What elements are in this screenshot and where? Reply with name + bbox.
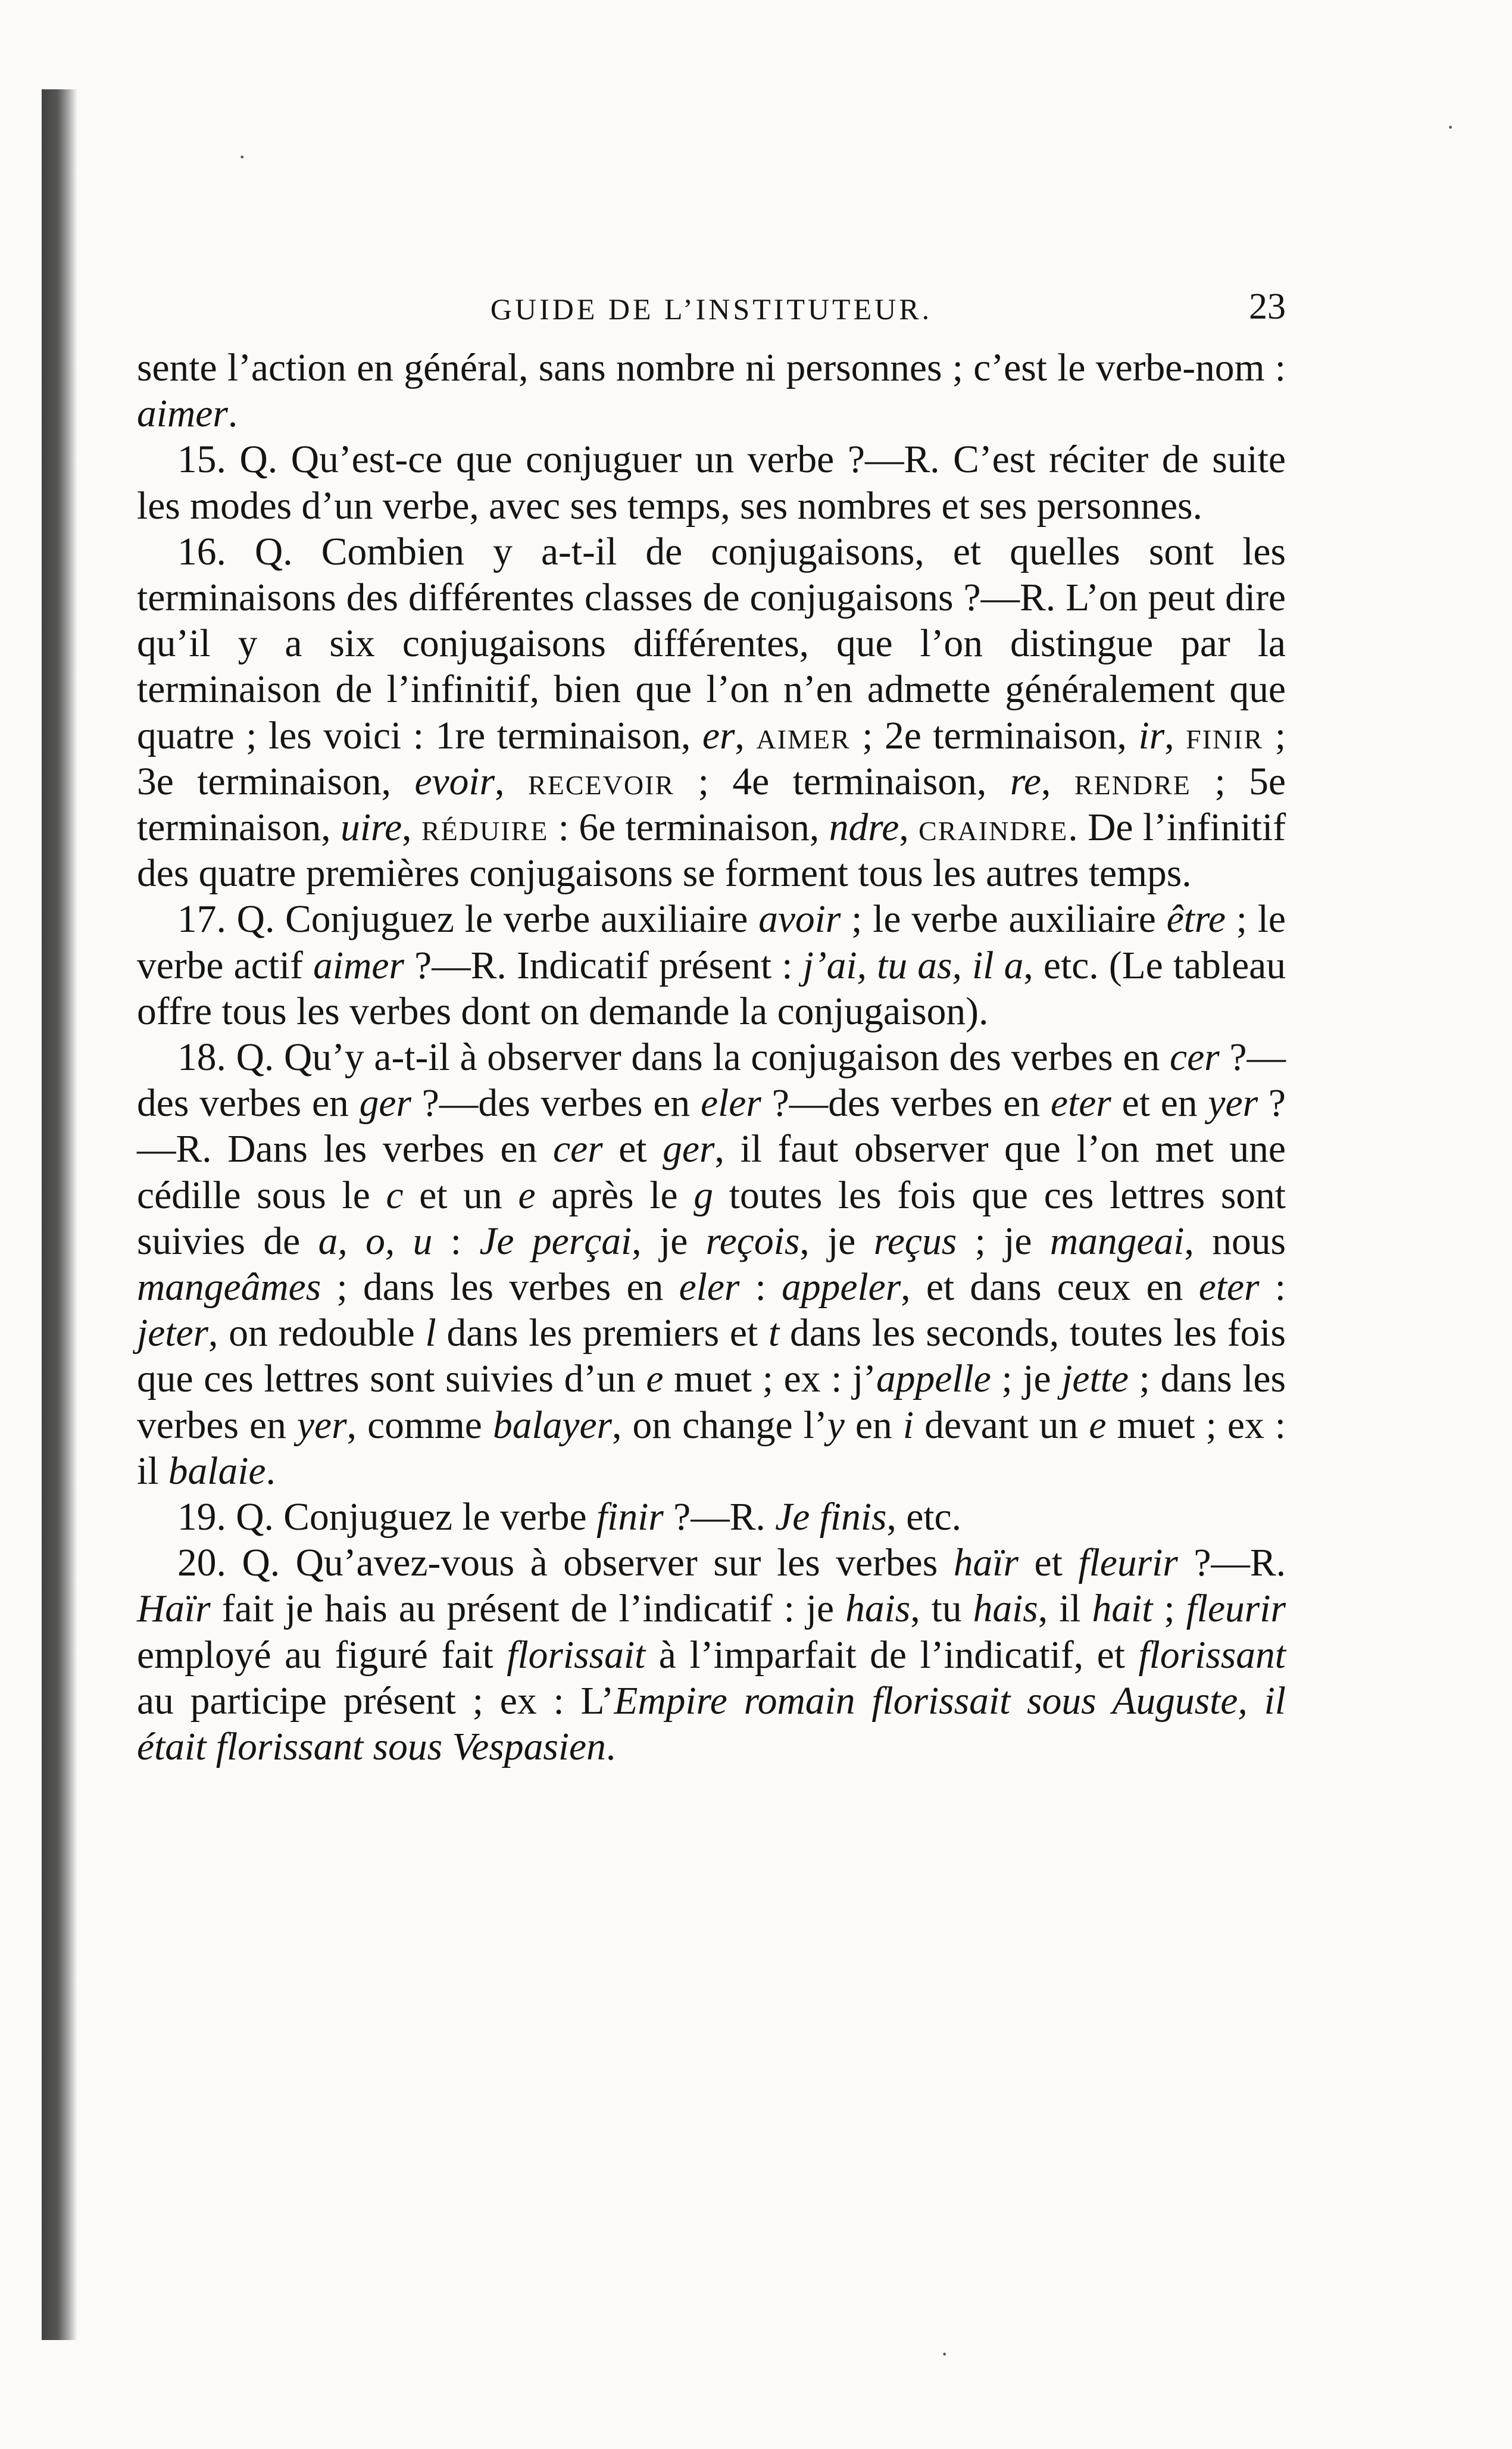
italic-run: i [902, 1403, 914, 1447]
italic-run: jeter [137, 1312, 209, 1355]
scan-speck: · [941, 2341, 949, 2367]
italic-run: er [702, 714, 735, 757]
italic-run: balayer [492, 1403, 613, 1447]
italic-run: cer [1170, 1036, 1220, 1080]
italic-run: eler [679, 1266, 740, 1309]
small-caps-run: réduire [421, 806, 549, 850]
italic-run: ir [1138, 714, 1165, 757]
italic-run: aimer [137, 392, 228, 436]
italic-run: florissant [1138, 1633, 1286, 1677]
italic-run: c [386, 1174, 404, 1217]
italic-run: l [425, 1312, 436, 1355]
paragraph: 20. Q. Qu’avez-vous à observer sur les verbes haïr et fleurir ?—R. Haïr fait je hais au présent de l’indicatif : je hais, tu hais, il hait ; fleurir employé au figuré fait florissait à l’imparfait de l’indicatif, et florissant au participe présent ; ex : L’Empire romain florissait sous Auguste, il était florissant sous Vespasien. [137, 1542, 1286, 1769]
italic-run: finir [596, 1496, 664, 1539]
paragraph: 19. Q. Conjuguez le verbe finir ?—R. Je finis, etc. [177, 1496, 961, 1539]
italic-run: eler [701, 1082, 761, 1125]
italic-run: yer [296, 1403, 347, 1447]
italic-run: g [693, 1174, 714, 1217]
small-caps-run: rendre [1074, 760, 1191, 803]
small-caps-run: aimer [756, 714, 851, 757]
italic-run: a, o, u [318, 1219, 433, 1263]
italic-run: j’ai, tu as, il a [802, 944, 1024, 987]
italic-run: uire [340, 806, 402, 850]
italic-run: mangeai [1049, 1219, 1185, 1263]
italic-run: avoir [758, 898, 841, 941]
italic-run: jette [1061, 1358, 1129, 1401]
paragraph: 15. Q. Qu’est-ce que conjuguer un verbe ?—R. C’est réciter de suite les modes d’un verbe, avec ses temps, ses nombres et ses personnes. [137, 438, 1286, 528]
scan-speck: · [1447, 114, 1455, 141]
italic-run: hais [845, 1587, 911, 1631]
italic-run: yer [1208, 1082, 1258, 1125]
italic-run: Je finis [775, 1496, 887, 1539]
italic-run: reçois [705, 1219, 800, 1263]
italic-run: hait [1092, 1587, 1153, 1631]
italic-run: florissait [507, 1633, 646, 1677]
paragraph: 17. Q. Conjuguez le verbe auxiliaire avoir ; le verbe auxiliaire être ; le verbe actif aimer ?—R. Indicatif présent : j’ai, tu as, il a, etc. (Le tableau offre tous les verbes dont on demande la conjugaison). [137, 898, 1286, 1033]
italic-run: haïr [953, 1542, 1019, 1585]
italic-run: reçus [873, 1219, 957, 1263]
italic-run: e [518, 1174, 536, 1217]
small-caps-run: finir [1186, 714, 1264, 757]
italic-run: appelle [876, 1358, 991, 1401]
italic-run: balaie [168, 1449, 266, 1493]
italic-run: appeler [782, 1266, 901, 1309]
italic-run: fleurir [1186, 1587, 1286, 1631]
italic-run: hais [973, 1587, 1038, 1631]
italic-run: e [646, 1358, 664, 1401]
italic-run: Haïr [137, 1587, 211, 1631]
italic-run: re [1010, 760, 1041, 803]
book-page [137, 280, 1286, 1770]
italic-run: Empire romain florissait sous Auguste, il était florissant sous Vespasien [137, 1679, 1286, 1769]
page-number: 23 [1249, 286, 1286, 327]
italic-run: eter [1050, 1082, 1111, 1125]
scan-speck: · [238, 143, 246, 170]
italic-run: aimer [313, 944, 404, 987]
italic-run: fleurir [1078, 1542, 1178, 1585]
small-caps-run: recevoir [528, 760, 675, 803]
italic-run: eter [1198, 1266, 1260, 1309]
paragraph: 18. Q. Qu’y a-t-il à observer dans la conjugaison des verbes en cer ?—des verbes en ger ?—des verbes en eler ?—des verbes en eter et en yer ?—R. Dans les verbes en cer et ger, il faut observer que l’on met une cédille sous le c et un e après le g toutes les fois que ces lettres sont suivies de a, o, u : Je perçai, je reçois, je reçus ; je mangeai, nous mangeâmes ; dans les verbes en eler : appeler, et dans ceux en eter : jeter, on redouble l dans les premiers et t dans les seconds, toutes les fois que ces lettres sont suivies d’un e muet ; ex : j’appelle ; je jette ; dans les verbes en yer, comme balayer, on change l’y en i devant un e muet ; ex : il balaie. [137, 1036, 1286, 1493]
italic-run: ger [359, 1082, 411, 1125]
italic-run: être [1166, 898, 1226, 941]
italic-run: t [768, 1312, 780, 1355]
italic-run: e [1089, 1403, 1107, 1447]
italic-run: ndre [829, 806, 899, 850]
body-text [137, 345, 1286, 1770]
running-head [137, 280, 1286, 345]
binding-edge [42, 89, 77, 2340]
italic-run: Je perçai [479, 1219, 632, 1263]
running-title: GUIDE DE L’INSTITUTEUR. [490, 292, 933, 326]
paragraph: sente l’action en général, sans nombre ni personnes ; c’est le verbe-nom : aimer. [137, 347, 1286, 436]
italic-run: y [827, 1403, 845, 1447]
small-caps-run: craindre [919, 806, 1069, 850]
italic-run: mangeâmes [137, 1266, 321, 1309]
italic-run: evoir [414, 760, 495, 803]
paragraph: 16. Q. Combien y a-t-il de conjugaisons, et quelles sont les terminaisons des différentes classes de conjugaisons ?—R. L’on peut dire qu’il y a six conjugaisons différentes, que l’on distingue par la terminaison de l’infinitif, bien que l’on n’en admette généralement que quatre ; les voici : 1re terminaison, er, aimer ; 2e terminaison, ir, finir ; 3e terminaison, evoir, recevoir ; 4e terminaison, re, rendre ; 5e terminaison, uire, réduire : 6e terminaison, ndre, craindre. De l’infinitif des quatre premières conjugaisons se forment tous les autres temps. [137, 530, 1286, 896]
italic-run: cer [552, 1128, 603, 1171]
italic-run: ger [663, 1128, 715, 1171]
